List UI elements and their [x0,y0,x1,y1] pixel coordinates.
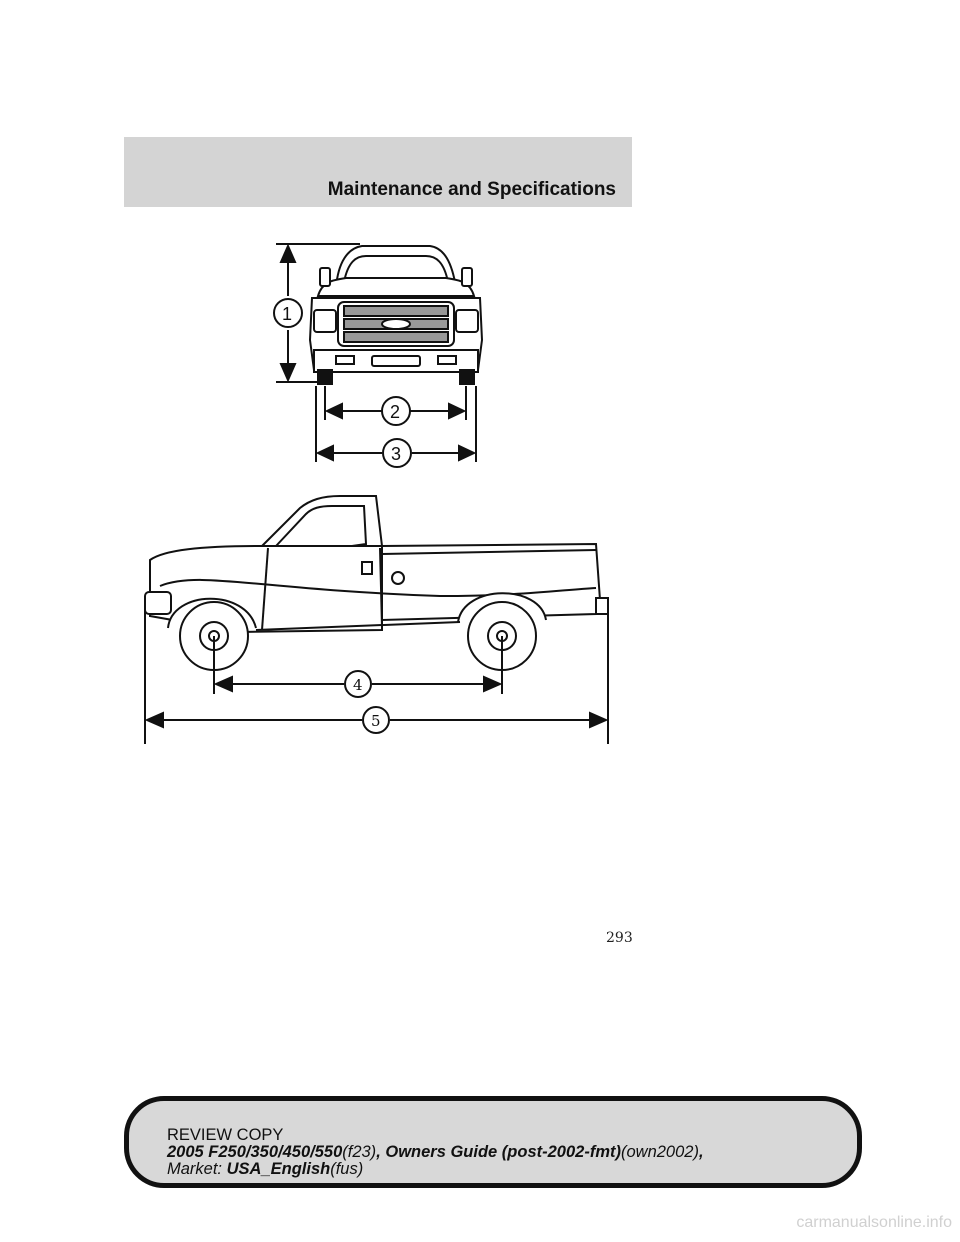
footer-sep2: , [698,1143,704,1161]
footer-market-code: (fus) [330,1160,364,1178]
footer-model: 2005 F250/350/450/550 [167,1143,343,1161]
callout-4-label: 4 [353,676,363,694]
callout-1-label: 1 [282,304,293,324]
callout-2-label: 2 [390,402,401,422]
review-copy-footer [124,1096,862,1188]
footer-model-code: (f23) [342,1143,377,1161]
front-view-truck [310,246,482,384]
footer-market-line [167,1161,704,1178]
page-number: 293 [606,930,633,946]
footer-model-line [167,1144,704,1161]
footer-market-label: Market: [167,1160,223,1178]
footer-review-copy: REVIEW COPY [167,1126,284,1144]
footer-sep1: , [376,1143,386,1161]
footer-guide-code: (own2002) [620,1143,699,1161]
footer-market: USA_English [226,1160,331,1178]
callout-5-label: 5 [371,712,381,730]
footer-text [167,1127,704,1178]
section-title: Maintenance and Specifications [327,179,616,200]
callout-3-label: 3 [391,444,402,464]
watermark: carmanualsonline.info [796,1214,952,1231]
footer-guide: Owners Guide (post-2002-fmt) [385,1143,621,1161]
